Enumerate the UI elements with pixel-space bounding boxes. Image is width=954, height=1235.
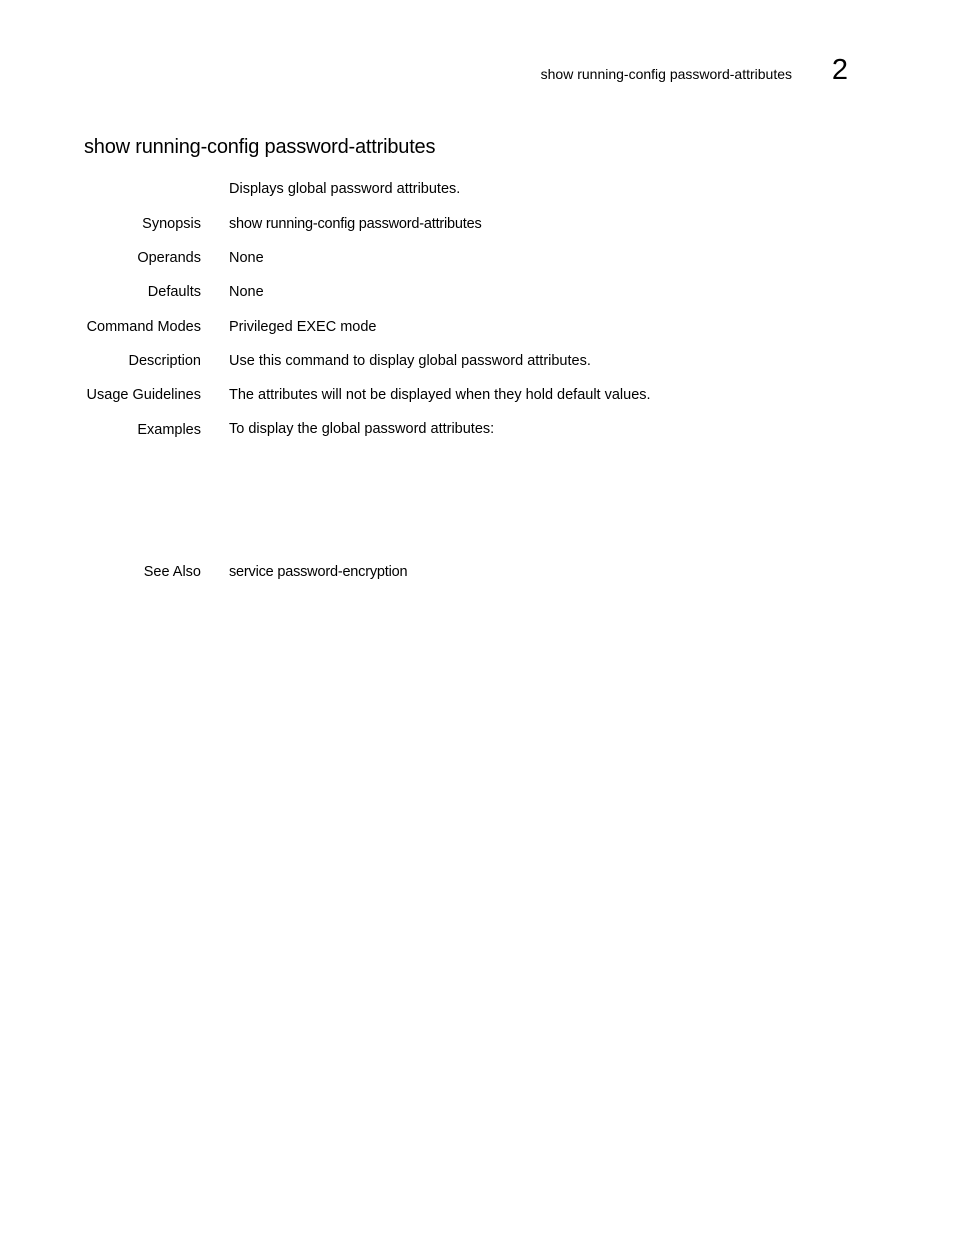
see-also-label: See Also (143, 564, 201, 580)
examples-label: Examples (137, 422, 201, 438)
synopsis-label: Synopsis (142, 216, 201, 232)
intro-text: Displays global password attributes. (229, 181, 461, 197)
chapter-number: 2 (831, 54, 849, 86)
examples-value: To display the global password attributes: (229, 421, 495, 437)
description-value: Use this command to display global password attributes. (229, 353, 591, 369)
operands-value: None (229, 250, 264, 266)
synopsis-value: show running-config password-attributes (229, 216, 482, 232)
defaults-value: None (229, 284, 264, 300)
usage-guidelines-label: Usage Guidelines (86, 387, 201, 403)
description-label: Description (128, 353, 201, 369)
page-title: show running-config password-attributes (84, 136, 436, 158)
usage-guidelines-value: The attributes will not be displayed when they hold default values. (229, 387, 651, 403)
defaults-label: Defaults (147, 284, 201, 300)
command-modes-value: Privileged EXEC mode (229, 319, 377, 335)
operands-label: Operands (137, 250, 201, 266)
command-modes-label: Command Modes (86, 319, 201, 335)
see-also-link[interactable]: service password-encryption (229, 564, 408, 580)
running-header-title: show running-config password-attributes (540, 66, 792, 82)
